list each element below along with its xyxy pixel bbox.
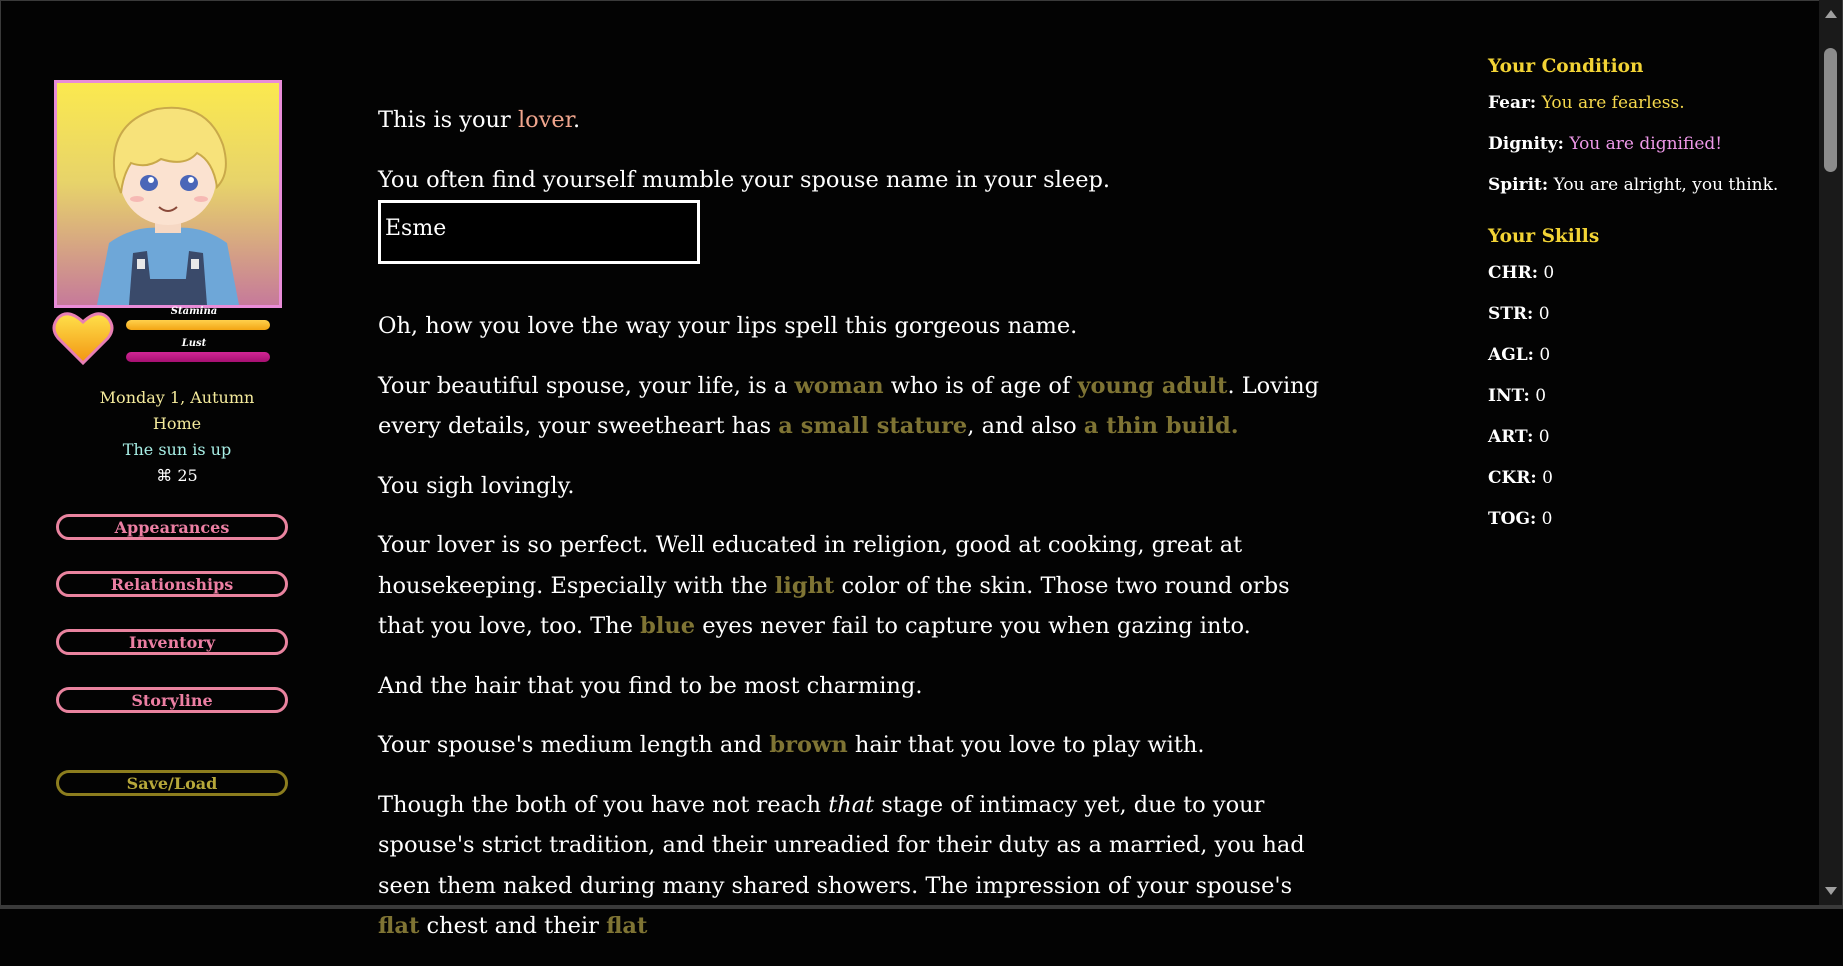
fear-row: Fear: You are fearless. [1488, 93, 1685, 113]
scroll-up-icon[interactable] [1825, 10, 1837, 18]
storyline-button[interactable]: Storyline [56, 687, 288, 713]
time-of-day-text: The sun is up [122, 440, 232, 459]
story-paragraph: And the hair that you find to be most charming. [378, 672, 923, 699]
heart-icon [52, 308, 114, 366]
status-info [52, 385, 302, 489]
story-paragraph: Though the both of you have not reach that stage of intimacy yet, due to your spouse's strict tradition, and their unreadied for their duty as a married, you had seen them naked during many shared showers. The impression of your spouse's flat chest and their flat [378, 791, 1305, 939]
skills-section [1488, 226, 1808, 530]
spirit-row: Spirit: You are alright, you think. [1488, 175, 1779, 195]
portrait-image [57, 83, 279, 305]
stature-value: a small stature [778, 413, 968, 439]
story-paragraph: Oh, how you love the way your lips spell this gorgeous name. [378, 313, 1078, 339]
hair-value: brown [769, 732, 848, 758]
appearances-button[interactable]: Appearances [56, 514, 288, 540]
story-paragraph: Your lover is so perfect. Well educated in religion, good at cooking, great at housekeeping. Especially with the light color of the skin. Those two round orbs that you love, too. The blue eyes never fail to capture you when gazing into. [378, 532, 1290, 639]
age-value: young adult [1077, 372, 1228, 399]
date-text: Monday 1, Autumn [99, 388, 255, 407]
dignity-row: Dignity: You are dignified! [1488, 134, 1723, 154]
gender-value: woman [794, 372, 884, 399]
relationships-button[interactable]: Relationships [56, 571, 288, 597]
skills-heading: Your Skills [1488, 226, 1600, 247]
scrollbar-thumb[interactable] [1824, 48, 1837, 172]
build-value: a thin build. [1083, 413, 1239, 439]
chest-value: flat [378, 913, 420, 939]
scrollbar[interactable] [1819, 0, 1842, 905]
story-paragraph: Your beautiful spouse, your life, is a woman who is of age of young adult. Loving every details, your sweetheart has a small stature, and also a thin build. [378, 372, 1320, 439]
skill-row: STR: 0 [1488, 304, 1550, 324]
location-text: Home [152, 414, 202, 433]
skill-row: INT: 0 [1488, 386, 1547, 406]
lust-label: Lust [181, 338, 207, 349]
eye-value: blue [640, 613, 696, 639]
scroll-down-icon[interactable] [1825, 887, 1837, 895]
story-paragraph: This is your lover. [378, 107, 581, 133]
inventory-button[interactable]: Inventory [56, 629, 288, 655]
skin-value: light [774, 572, 835, 599]
spouse-name-input[interactable] [378, 200, 700, 264]
skill-row: CHR: 0 [1488, 263, 1555, 283]
stamina-bar [126, 320, 270, 330]
skill-row: AGL: 0 [1488, 345, 1551, 365]
story-paragraph: You often find yourself mumble your spouse name in your sleep. [378, 166, 1111, 193]
story-paragraph: You sigh lovingly. [378, 472, 575, 499]
character-portrait [54, 80, 282, 308]
story-paragraph: Your spouse's medium length and brown hair that you love to play with. [378, 732, 1205, 758]
skill-row: TOG: 0 [1488, 509, 1553, 529]
skill-row: CKR: 0 [1488, 468, 1553, 488]
skill-row: ART: 0 [1488, 427, 1550, 447]
lover-link[interactable]: lover [517, 107, 574, 133]
stats-panel [1488, 56, 1808, 550]
stamina-label: Stamina [170, 306, 218, 317]
story-passage [378, 100, 1338, 966]
lust-bar [126, 352, 270, 362]
condition-heading: Your Condition [1488, 56, 1644, 77]
body-value: flat [606, 913, 648, 939]
save-load-button[interactable]: Save/Load [56, 770, 288, 796]
money-text: ⌘ 25 [156, 466, 198, 485]
